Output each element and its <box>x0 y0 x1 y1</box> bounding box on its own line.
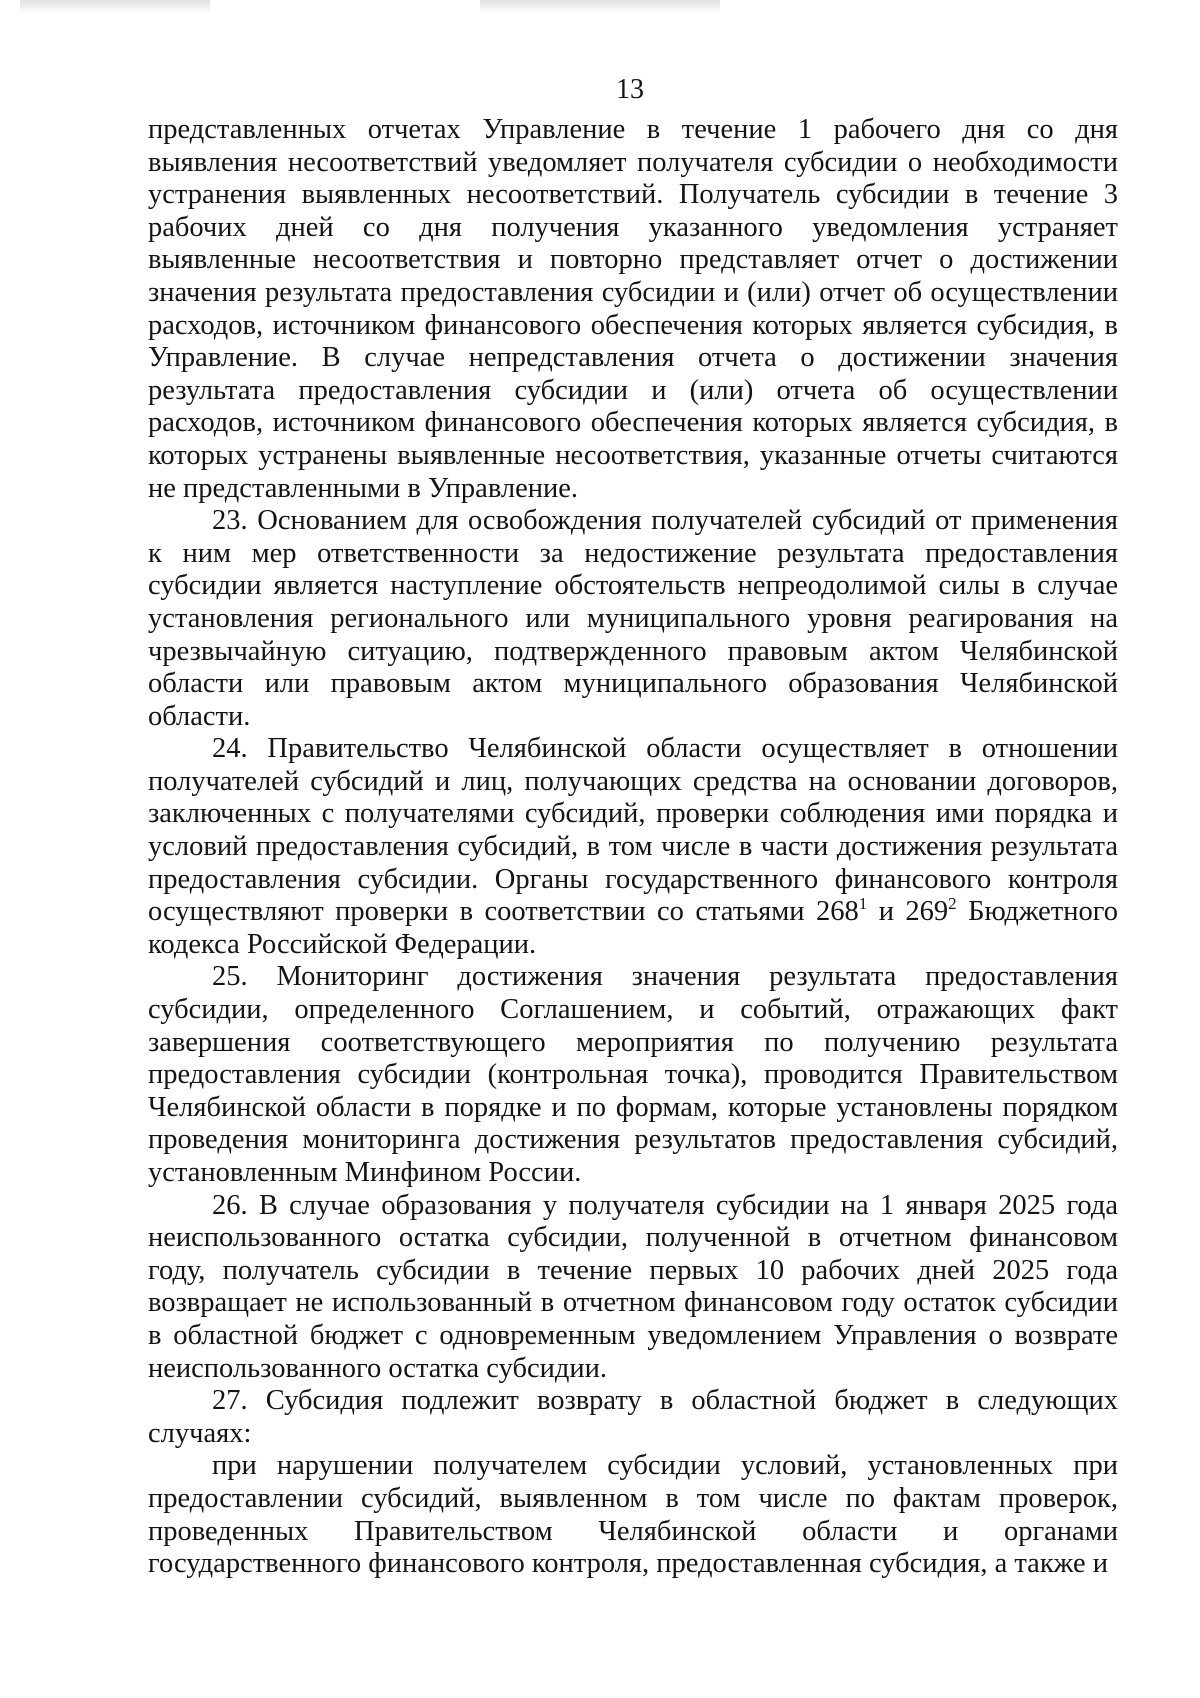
document-body <box>148 114 1118 1581</box>
page-number: 13 <box>616 74 644 105</box>
paragraph-25: 25. Мониторинг достижения значения результата предоставления субсидии, определенного Соглашением, и событий, отражающих факт завершения соответствующего мероприятия по получению результата предоставления субсидии (контрольная точка), проводится Правительством Челябинской области в порядке и по формам, которые установлены порядком проведения мониторинга достижения результатов предоставления субсидий, установленным Минфином России. <box>148 961 1118 1188</box>
scan-artifact-center <box>480 0 720 14</box>
paragraph-24-text-after: Бюджетного кодекса Российской Федерации. <box>148 896 1118 960</box>
paragraph-27-case-1: при нарушении получателем субсидии условий, установленных при предоставлении субсидий, выявленном в том числе по фактам проверок, проведенных Правительством Челябинской области и органами государственного финансового контроля, предоставленная субсидия, а также и <box>148 1450 1118 1580</box>
paragraph-27: 27. Субсидия подлежит возврату в областной бюджет в следующих случаях: <box>148 1385 1118 1449</box>
paragraph-continuation: представленных отчетах Управление в течение 1 рабочего дня со дня выявления несоответствий уведомляет получателя субсидии о необходимости устранения выявленных несоответствий. Получатель субсидии в течение 3 рабочих дней со дня получения указанного уведомления устраняет выявленные несоответствия и повторно представляет отчет о достижении значения результата предоставления субсидии и (или) отчет об осуществлении расходов, источником финансового обеспечения которых является субсидия, в Управление. В случае непредставления отчета о достижении значения результата предоставления субсидии и (или) отчета об осуществлении расходов, источником финансового обеспечения которых является субсидия, в которых устранены выявленные несоответствия, указанные отчеты считаются не представленными в Управление. <box>148 114 1118 504</box>
scan-artifact-left <box>20 0 210 14</box>
paragraph-23: 23. Основанием для освобождения получателей субсидий от применения к ним мер ответственности за недостижение результата предоставления субсидии является наступление обстоятельств непреодолимой силы в случае установления регионального или муниципального уровня реагирования на чрезвычайную ситуацию, подтвержденного правовым актом Челябинской области или правовым актом муниципального образования Челябинской области. <box>148 505 1118 732</box>
superscript-1: 1 <box>858 894 868 914</box>
superscript-2: 2 <box>948 894 957 914</box>
paragraph-24-text-before: 24. Правительство Челябинской области осуществляет в отношении получателей субсидий и лиц, получающих средства на основании договоров, заключенных с получателями субсидий, проверки соблюдения ими порядка и условий предоставления субсидий, в том числе в части достижения результата предоставления субсидии. Органы государственного финансового контроля осуществляют проверки в соответствии со статьями 268 <box>148 733 1118 928</box>
paragraph-24 <box>148 733 1118 961</box>
paragraph-24-text-middle: и 269 <box>867 896 949 928</box>
paragraph-26: 26. В случае образования у получателя субсидии на 1 января 2025 года неиспользованного остатка субсидии, полученной в отчетном финансовом году, получатель субсидии в течение первых 10 рабочих дней 2025 года возвращает не использованный в отчетном финансовом году остаток субсидии в областной бюджет с одновременным уведомлением Управления о возврате неиспользованного остатка субсидии. <box>148 1189 1118 1384</box>
